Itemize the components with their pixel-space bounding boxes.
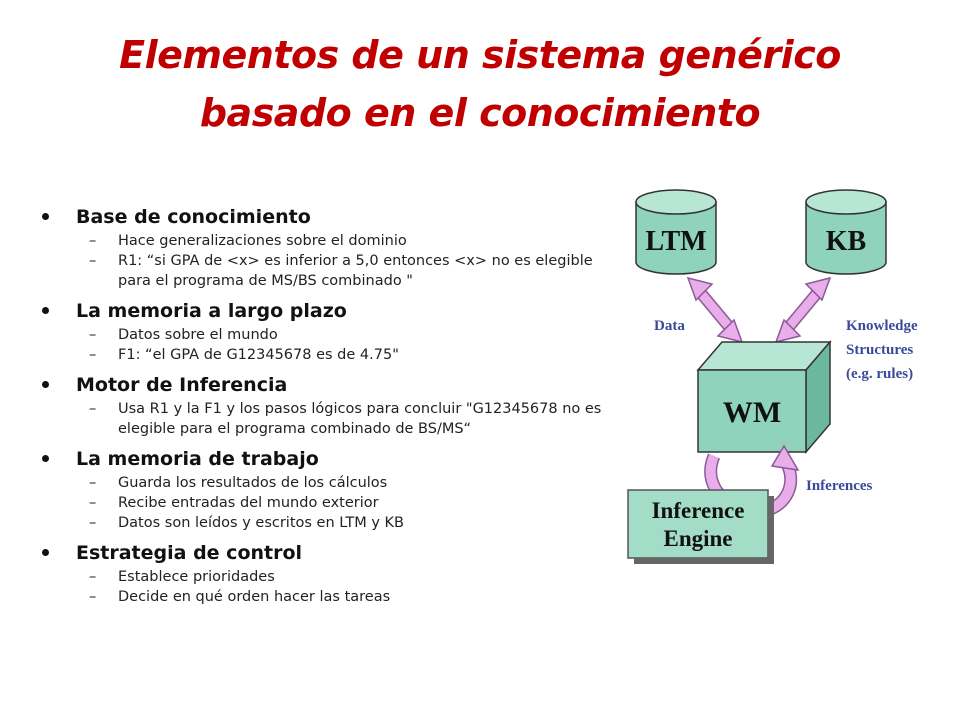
- bullet-dot-icon: [42, 549, 49, 556]
- dash-icon: –: [89, 327, 97, 343]
- knowledge-label-1: Knowledge: [846, 318, 918, 334]
- knowledge-label-2: Structures: [846, 342, 914, 358]
- sub-bullet-text: Establece prioridades: [118, 569, 275, 585]
- title-line-1: Elementos de un sistema genérico: [119, 33, 841, 77]
- bullet-dot-icon: [42, 307, 49, 314]
- kb-label: KB: [825, 226, 867, 257]
- sub-bullet: [76, 567, 622, 587]
- kb-cylinder: [806, 190, 886, 274]
- sub-bullet: [76, 473, 622, 493]
- title-line-2: basado en el conocimiento: [199, 91, 761, 135]
- bullet-item: [42, 371, 622, 439]
- bullet-heading: La memoria de trabajo: [76, 448, 319, 470]
- inferences-label: Inferences: [806, 478, 873, 494]
- bullet-dot-icon: [42, 213, 49, 220]
- wm-label: WM: [722, 396, 782, 429]
- dash-icon: –: [89, 515, 97, 531]
- inference-engine-box: [628, 490, 774, 564]
- bullet-item: [42, 297, 622, 365]
- sub-bullet-text: Guarda los resultados de los cálculos: [118, 475, 388, 491]
- bullet-item: [42, 539, 622, 607]
- slide-title: [0, 26, 960, 142]
- bullet-heading: Base de conocimiento: [76, 206, 311, 228]
- data-label: Data: [654, 318, 685, 334]
- sub-bullet-text: Usa R1 y la F1 y los pasos lógicos para concluir "G12345678 no es elegible para el programa combinado de BS/MS“: [118, 401, 602, 437]
- sub-bullet: [76, 399, 622, 439]
- sub-bullet: [76, 231, 622, 251]
- dash-icon: –: [89, 475, 97, 491]
- ltm-wm-arrow-icon: [688, 278, 742, 342]
- sub-bullet: [76, 345, 622, 365]
- wm-cube: [698, 342, 830, 452]
- sub-bullet: [76, 251, 622, 291]
- bullet-dot-icon: [42, 381, 49, 388]
- dash-icon: –: [89, 589, 97, 605]
- sub-bullet-text: R1: “si GPA de <x> es inferior a 5,0 entonces <x> no es elegible para el programa de MS/BS combinado ": [118, 253, 593, 289]
- dash-icon: –: [89, 233, 97, 249]
- bullet-item: [42, 445, 622, 533]
- dash-icon: –: [89, 401, 97, 417]
- sub-bullet: [76, 513, 622, 533]
- engine-label-1: Inference: [651, 498, 745, 523]
- bullet-heading: Estrategia de control: [76, 542, 303, 564]
- sub-bullet-text: Hace generalizaciones sobre el dominio: [118, 233, 407, 249]
- sub-bullet-text: Decide en qué orden hacer las tareas: [118, 589, 391, 605]
- bullet-list: [42, 203, 622, 607]
- dash-icon: –: [89, 347, 97, 363]
- sub-bullet: [76, 587, 622, 607]
- sub-bullet-text: Datos son leídos y escritos en LTM y KB: [118, 515, 404, 531]
- sub-bullet-text: Recibe entradas del mundo exterior: [118, 495, 379, 511]
- ltm-cylinder: [636, 190, 716, 274]
- dash-icon: –: [89, 495, 97, 511]
- bullet-heading: Motor de Inferencia: [76, 374, 288, 396]
- sub-bullet-text: Datos sobre el mundo: [118, 327, 278, 343]
- ltm-label: LTM: [645, 226, 707, 257]
- dash-icon: –: [89, 569, 97, 585]
- dash-icon: –: [89, 253, 97, 269]
- kb-wm-arrow-icon: [776, 278, 830, 342]
- kbs-diagram: [618, 180, 950, 600]
- sub-bullet-text: F1: “el GPA de G12345678 es de 4.75": [118, 347, 399, 363]
- knowledge-label-3: (e.g. rules): [846, 366, 914, 382]
- bullet-item: [42, 203, 622, 291]
- sub-bullet: [76, 493, 622, 513]
- sub-bullet: [76, 325, 622, 345]
- bullet-heading: La memoria a largo plazo: [76, 300, 347, 322]
- bullet-dot-icon: [42, 455, 49, 462]
- engine-label-2: Engine: [663, 526, 733, 551]
